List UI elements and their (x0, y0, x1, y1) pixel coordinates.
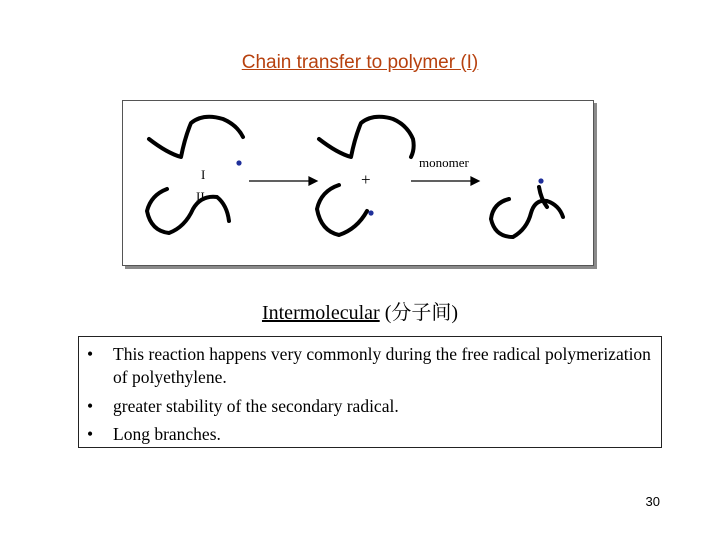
reaction-svg (123, 101, 593, 265)
caption-main: Intermolecular (261, 302, 380, 324)
plus-sign: + (361, 170, 371, 189)
middle-top-chain (319, 117, 414, 157)
slide-title: Chain transfer to polymer (I) (241, 52, 479, 73)
label-i: I (201, 167, 206, 182)
bullet-dot: • (87, 424, 94, 444)
bullet-text: Long branches. (113, 424, 221, 444)
diagram-caption (0, 296, 720, 325)
reaction-diagram (122, 100, 594, 266)
arrow-label-monomer: monomer (419, 155, 469, 170)
radical-dot-1 (236, 160, 241, 165)
reaction-arrow-1-head (309, 177, 317, 185)
radical-dot-2 (368, 210, 373, 215)
bullet-text: greater stability of the secondary radical. (113, 396, 399, 416)
caption-paren: (分子间) (379, 302, 459, 324)
bullet-list (78, 336, 662, 448)
label-ii: II (196, 189, 205, 204)
product-chain (491, 187, 563, 237)
middle-bottom-chain (317, 185, 367, 235)
bullet-text: This reaction happens very commonly during the free radical polymerization of polyethylene. (113, 344, 651, 387)
radical-dot-3 (538, 178, 543, 183)
bullet-dot: • (87, 344, 94, 364)
page-number: 30 (645, 494, 660, 509)
polymer-chain-i (149, 117, 243, 157)
reaction-arrow-2-head (471, 177, 479, 185)
bullet-dot: • (87, 396, 94, 416)
polymer-chain-ii (147, 189, 229, 233)
